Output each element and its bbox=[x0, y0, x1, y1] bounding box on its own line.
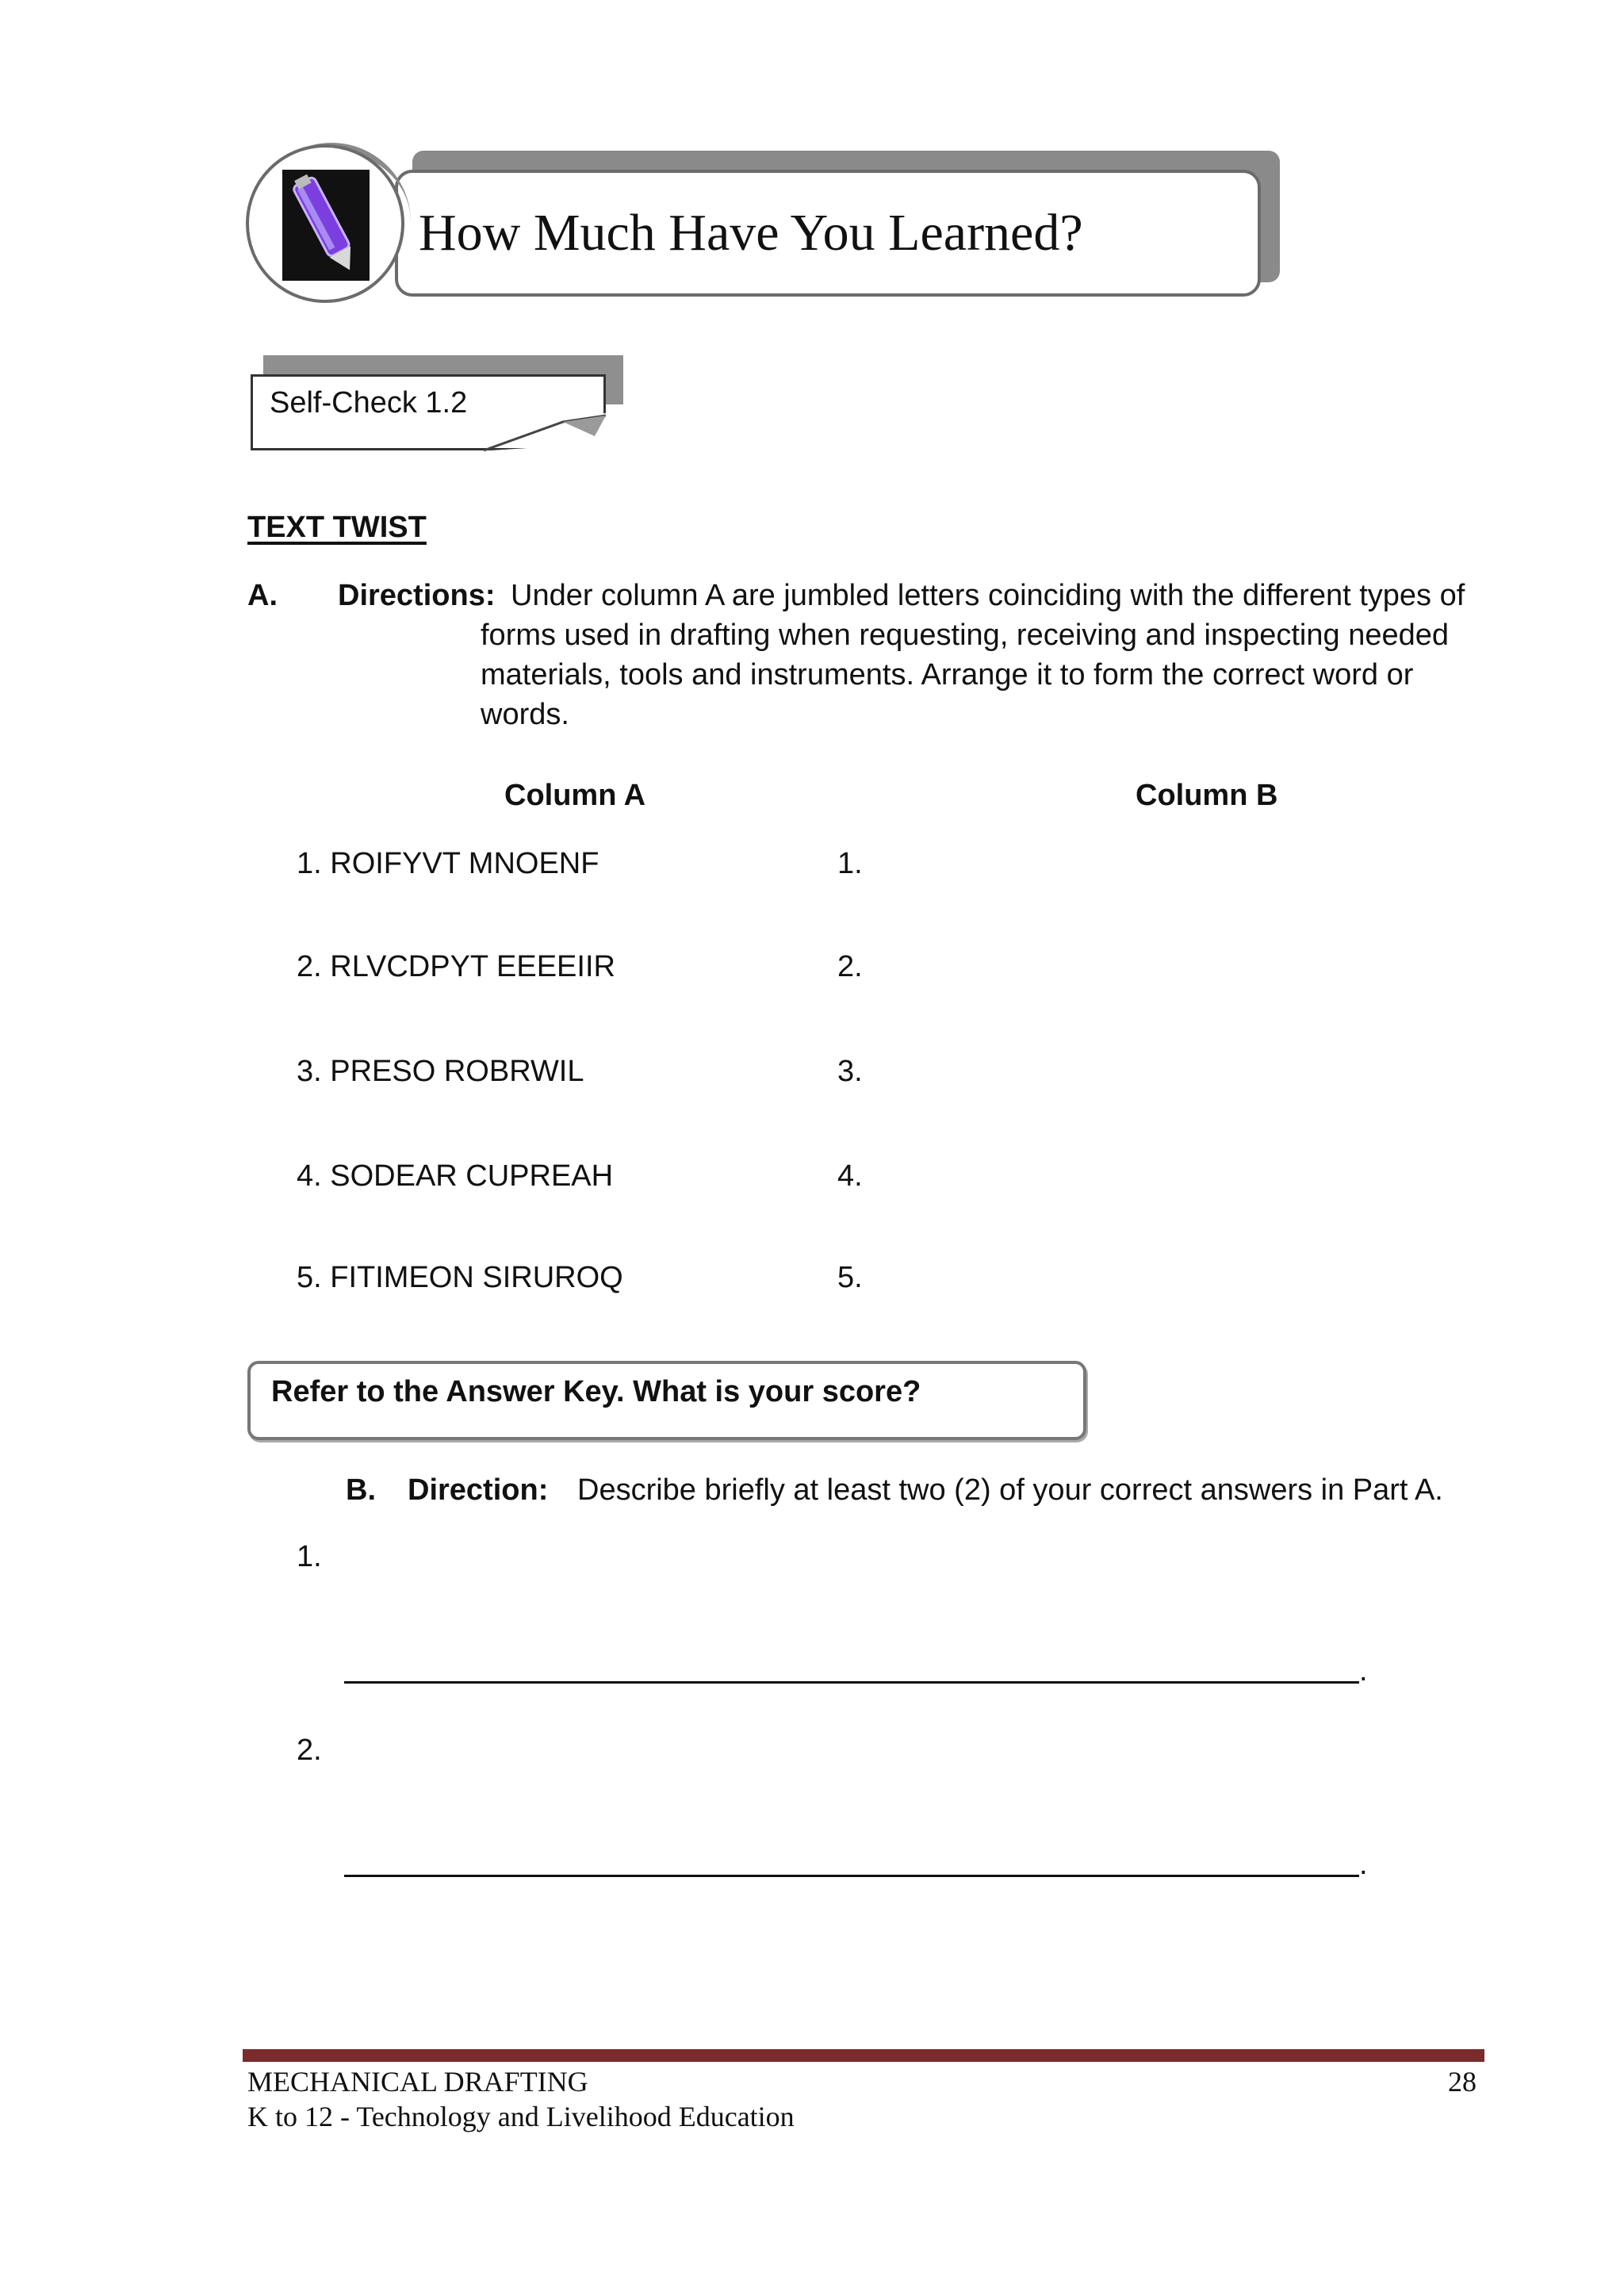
directions-line-1: Under column A are jumbled letters coinciding with the different types of bbox=[511, 579, 1465, 612]
part-b-letter: B. bbox=[346, 1473, 376, 1507]
part-b-label: Direction: bbox=[408, 1473, 549, 1507]
tag-curl bbox=[468, 412, 611, 454]
score-prompt: Refer to the Answer Key. What is your score? bbox=[271, 1375, 921, 1408]
directions-line-2: forms used in drafting when requesting, receiving and inspecting needed bbox=[481, 619, 1449, 652]
answer-slot-4: 4. bbox=[837, 1159, 863, 1193]
page-number: 28 bbox=[1448, 2066, 1477, 2098]
jumbled-item-3: 3. PRESO ROBRWIL bbox=[297, 1055, 584, 1088]
answer-slot-5: 5. bbox=[837, 1261, 863, 1294]
answer-slot-3: 3. bbox=[837, 1055, 863, 1088]
jumbled-item-5: 5. FITIMEON SIRUROQ bbox=[297, 1261, 623, 1294]
section-title: TEXT TWIST bbox=[247, 511, 427, 544]
part-b-direction: Describe briefly at least two (2) of your correct answers in Part A. bbox=[577, 1473, 1443, 1507]
footer-program: K to 12 - Technology and Livelihood Education bbox=[247, 2101, 795, 2132]
column-a-header: Column A bbox=[504, 779, 646, 812]
jumbled-item-2: 2. RLVCDPYT EEEEIIR bbox=[297, 950, 615, 983]
part-a-label: Directions: bbox=[338, 579, 496, 612]
directions-line-3: materials, tools and instruments. Arrange it to form the correct word or bbox=[481, 658, 1414, 692]
part-a-letter: A. bbox=[247, 579, 278, 612]
answer-line-2[interactable] bbox=[344, 1875, 1359, 1877]
answer-line-1[interactable] bbox=[344, 1681, 1359, 1684]
footer-bar bbox=[243, 2049, 1484, 2062]
pen-icon bbox=[282, 170, 370, 281]
self-check-label: Self-Check 1.2 bbox=[270, 386, 468, 420]
answer-line-2-dot: . bbox=[1359, 1848, 1368, 1881]
answer-number-2: 2. bbox=[297, 1734, 322, 1767]
jumbled-item-4: 4. SODEAR CUPREAH bbox=[297, 1159, 614, 1193]
page-title: How Much Have You Learned? bbox=[419, 204, 1083, 262]
jumbled-item-1: 1. ROIFYVT MNOENF bbox=[297, 847, 599, 880]
answer-line-1-dot: . bbox=[1359, 1654, 1368, 1688]
column-b-header: Column B bbox=[1136, 779, 1278, 812]
answer-slot-2: 2. bbox=[837, 950, 863, 983]
answer-number-1: 1. bbox=[297, 1540, 322, 1573]
directions-line-4: words. bbox=[481, 698, 569, 731]
footer-subject: MECHANICAL DRAFTING bbox=[247, 2066, 588, 2098]
answer-slot-1: 1. bbox=[837, 847, 863, 880]
pen-icon-graphic bbox=[282, 170, 370, 281]
